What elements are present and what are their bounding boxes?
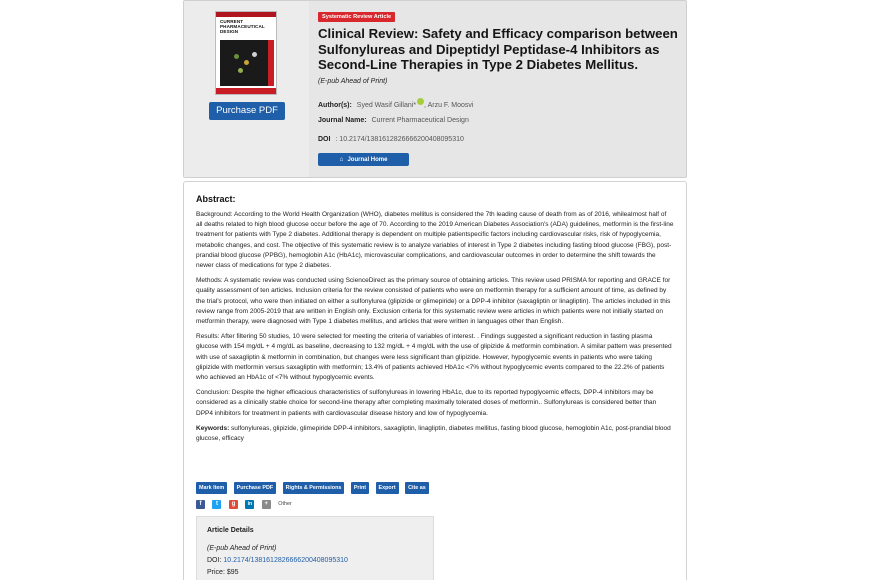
abstract-results: Results: After filtering 50 studies, 10 were selected for meeting the criteria of variables of interest. . Findings suggested a significant reduction in fasting plasma glucose with 154 mg/dL + 4 mg/dL as baseline, decreasing to 132 mg/dL + 4 mg/dL with the use of glipizide & metformin combination. A similar pattern was presented with use of saxagliptin & metformin in combination, but changes were less significant than glipizide. However, hypoglycemic events in patients who were taking glipizide with metformin versus saxagliptin with metformin; 13.4% of patients achieved HbA1c <7% without hypoglycemic events compared to the 22.2% of patients who achieved an HbA1c of <7% without hypoglycemic events. [196, 333, 672, 382]
article-header-card [183, 0, 687, 178]
abstract-heading: Abstract: [196, 194, 236, 204]
google-plus-icon[interactable]: g [229, 500, 238, 509]
cover-column [184, 1, 309, 177]
purchase-pdf-button[interactable]: Purchase PDF [209, 102, 285, 120]
abstract-card [183, 181, 687, 580]
abstract-methods: Methods: A systematic review was conducted using ScienceDirect as the primary source of obtaining articles. This review used PRISMA for reporting and GRACE for quality assessment of ten articles. Inclusion criteria for the review consisted of patients who were on metformin therapy for a sufficient amount of time, as defined by the trial's protocol, who were then initiated on either a sulfonylurea (glipizide or glimepiride) or a DPP-4 inhibitor (saxagliptin or linagliptin). The articles included in this review range from 2005-2019 that are written in English only. Exclusion criteria for this systematic review were articles in which patients were not initially started on metformin therapy, were diagnosed with Type 1 diabetes mellitus, and articles that were written in languages other than English. [196, 277, 671, 326]
author-link[interactable]: Arzu F. Moosvi [427, 102, 474, 109]
cover-dot [252, 52, 257, 57]
share-icons [196, 500, 292, 510]
print-button[interactable]: Print [351, 482, 369, 494]
journal-name-value: Current Pharmaceutical Design [371, 117, 469, 124]
facebook-icon[interactable]: f [196, 500, 205, 509]
cover-top-bar [216, 12, 276, 17]
article-type-badge: Systematic Review Article [318, 12, 395, 22]
article-details-title: Article Details [207, 527, 254, 534]
epub-status: (E-pub Ahead of Print) [318, 78, 388, 85]
author-link[interactable]: Syed Wasif Gillani* [356, 102, 417, 109]
article-info [318, 1, 686, 177]
cover-bottom-bar [216, 88, 276, 94]
article-details-box [196, 516, 434, 580]
journal-home-label: Journal Home [347, 157, 388, 163]
details-doi [207, 557, 348, 564]
home-icon: ⌂ [339, 156, 344, 163]
journal-home-button[interactable] [318, 153, 409, 166]
cover-dot [238, 68, 243, 73]
cite-as-button[interactable]: Cite as [405, 482, 429, 494]
linkedin-icon[interactable]: in [245, 500, 254, 509]
details-price: Price: $95 [207, 569, 239, 576]
article-title: Clinical Review: Safety and Efficacy comparison between Sulfonylureas and Dipeptidyl Peptidase-4 Inhibitors as Second-Line Therapies in Type 2 Diabetes Mellitus. [318, 26, 678, 73]
cover-journal-title: CURRENT PHARMACEUTICAL DESIGN [220, 19, 265, 34]
export-button[interactable]: Export [376, 482, 399, 494]
twitter-icon[interactable]: t [212, 500, 221, 509]
mark-item-button[interactable]: Mark Item [196, 482, 227, 494]
authors-label: Author(s): [318, 102, 352, 109]
cover-dot [244, 60, 249, 65]
article-actions [196, 482, 431, 496]
share-other-label[interactable]: Other [278, 501, 292, 507]
keywords-value: sulfonylureas, glipizide, glimepiride DPP-4 inhibitors, saxagliptin, linagliptin, diabetes mellitus, fasting blood glucose, hemoglobin A1c, post-prandial blood glucose, efficacy [196, 424, 671, 443]
keywords [196, 424, 674, 444]
doi-row [318, 136, 464, 143]
journal-name-row [318, 117, 469, 124]
abstract-content [196, 194, 674, 444]
details-doi-label: DOI: [207, 557, 224, 564]
orcid-icon[interactable] [417, 98, 424, 105]
cover-dot [234, 54, 239, 59]
author-separator: , [424, 102, 428, 109]
journal-name-label: Journal Name: [318, 117, 367, 124]
doi-label: DOI [318, 136, 331, 143]
authors-row [318, 98, 473, 109]
share-other-icon[interactable]: + [262, 500, 271, 509]
purchase-pdf-action-button[interactable]: Purchase PDF [234, 482, 277, 494]
abstract-conclusion: Conclusion: Despite the higher efficacious characteristics of sulfonylureas in lowering HbA1c, due to its reported hypoglycemic effects, DPP-4 inhibitors may be considered as a clinically stable choice for second-line therapy after completing maximally tolerated doses of metformin.. Sulfonylureas is considered better than DPP4 inhibitors for treatment in patients with cardiovascular disease history and low of hypoglycemia. [196, 389, 657, 417]
abstract-background: Background: According to the World Health Organization (WHO), diabetes mellitus is considered the 7th leading cause of death from as of 2016, whileaImost half of all deaths related to high blood glucose occur before the age of 70. According to the 2019 American Diabetes Association's (ADA) guidelines, metformin is the first-line treatment for patients with Type 2 diabetes. Additional therapy is dependent on multiple patientspecific factors including cardiovascular risks, risk of hypoglycemia, metabolic changes, and cost. The objective of this systematic review is to analyze variables of interest in Type 2 diabetes including fasting blood glucose (FBG), post-prandial blood glucose (PPBG), hemoglobin A1c (HbA1c), microvascular complications, and cardiovascular outcomes in order to determine the shift towards the newer class of medications for type 2 diabetes. [196, 211, 674, 270]
cover-artwork [220, 40, 274, 86]
keywords-label: Keywords: [196, 424, 230, 432]
rights-permissions-button[interactable]: Rights & Permissions [283, 482, 345, 494]
details-epub: (E-pub Ahead of Print) [207, 545, 277, 552]
doi-value[interactable]: : 10.2174/1381612826666200408095310 [335, 136, 464, 143]
journal-cover-image[interactable] [215, 11, 277, 95]
details-doi-link[interactable]: 10.2174/1381612826666200408095310 [223, 557, 348, 564]
